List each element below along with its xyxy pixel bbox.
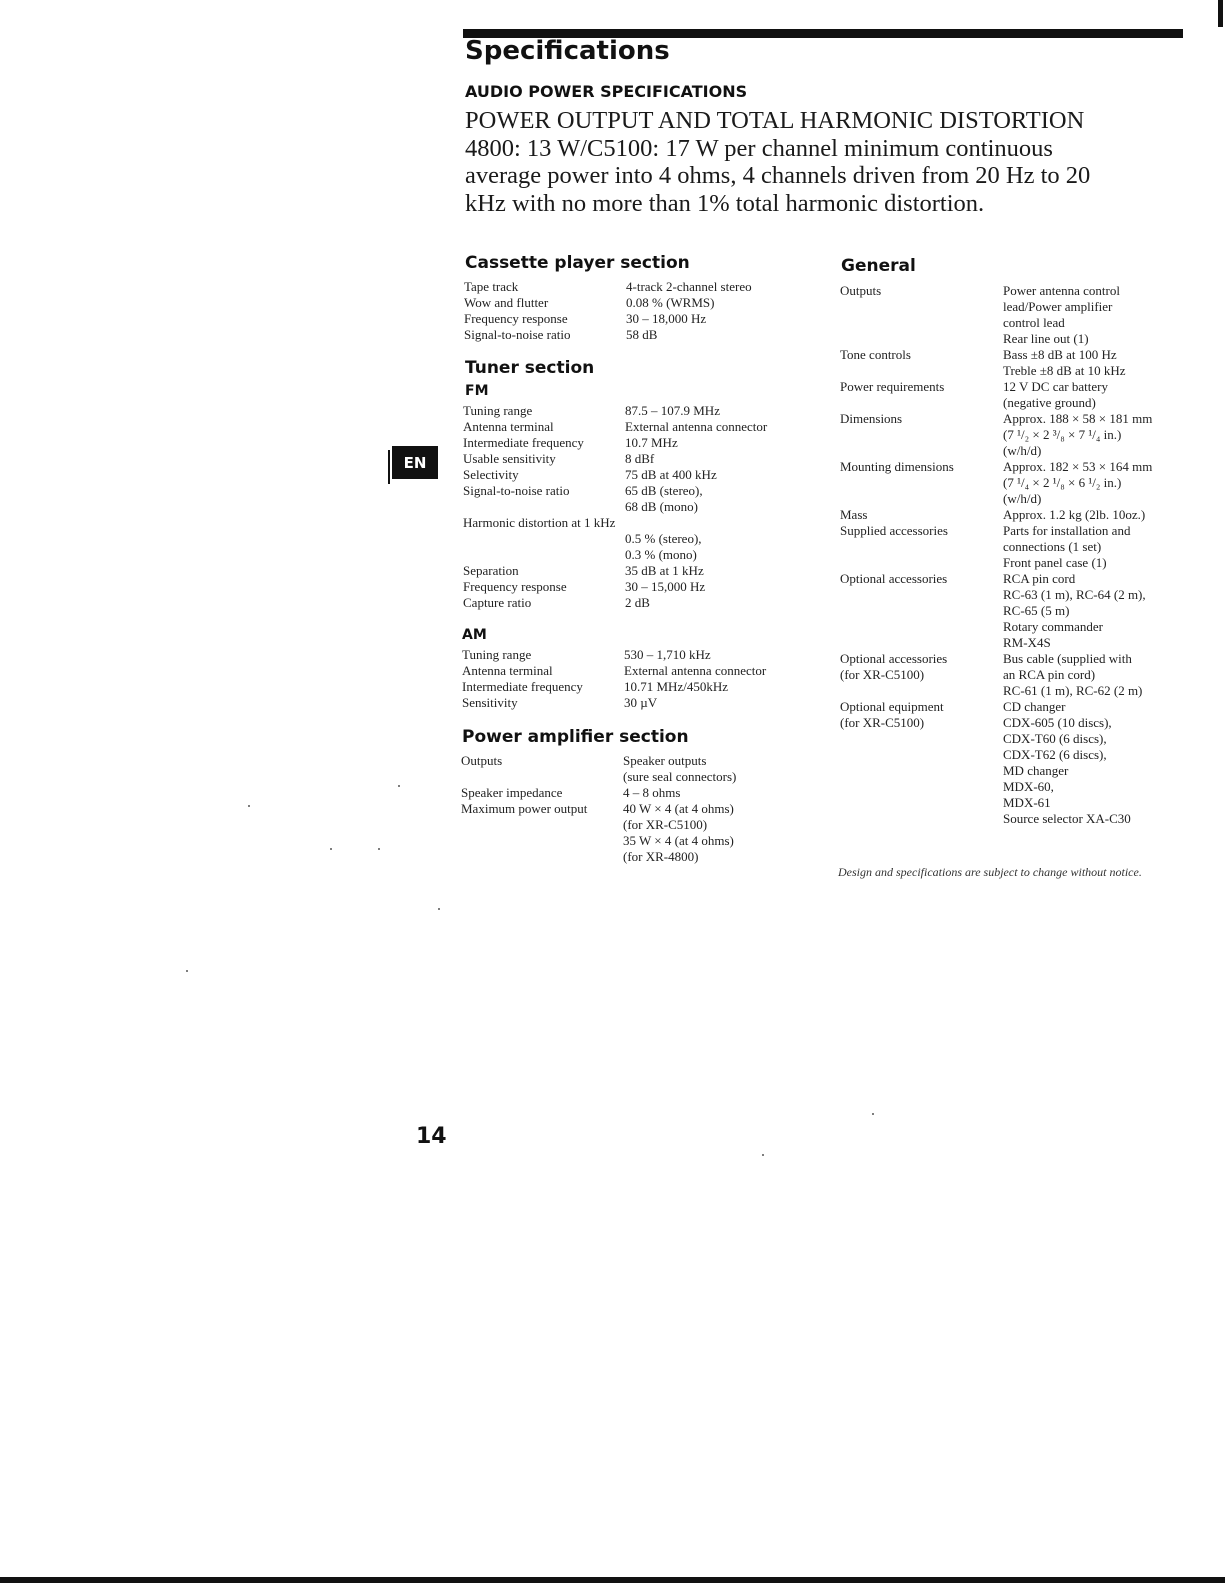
spec-label: Supplied accessories [840, 523, 948, 538]
spec-label: Outputs [461, 753, 503, 768]
spec-value: 65 dB (stereo), [625, 483, 703, 498]
spec-label: Dimensions [840, 411, 903, 426]
scan-speck [762, 1154, 764, 1156]
spec-value: 35 W × 4 (at 4 ohms) [623, 833, 734, 848]
spec-value: Rotary commander [1003, 619, 1103, 634]
spec-value: 30 µV [624, 695, 658, 710]
spec-label: Tuning range [463, 403, 533, 418]
spec-value: MDX-60, [1003, 779, 1054, 794]
spec-value: 4 – 8 ohms [623, 785, 681, 800]
spec-value: 0.5 % (stereo), [625, 531, 702, 546]
spec-value: RC-63 (1 m), RC-64 (2 m), [1003, 587, 1146, 602]
spec-label: Mounting dimensions [840, 459, 954, 474]
spec-value: RC-65 (5 m) [1003, 603, 1070, 618]
scan-speck [872, 1113, 874, 1115]
spec-value: (for XR-4800) [623, 849, 699, 864]
scan-speck [378, 848, 380, 850]
spec-label: Optional equipment [840, 699, 944, 714]
spec-value: 68 dB (mono) [625, 499, 698, 514]
page-title: Specifications [465, 36, 670, 66]
spec-value: 30 – 18,000 Hz [626, 311, 707, 326]
spec-value: Bus cable (supplied with [1003, 651, 1132, 666]
spec-value: 530 – 1,710 kHz [624, 647, 711, 662]
spec-value: CD changer [1003, 699, 1066, 714]
spec-value: 12 V DC car battery [1003, 379, 1108, 394]
spec-value: an RCA pin cord) [1003, 667, 1096, 682]
spec-label: Power requirements [840, 379, 945, 394]
am-subsection-title: AM [462, 627, 487, 643]
spec-label: Maximum power output [461, 801, 588, 816]
spec-label: Intermediate frequency [462, 679, 583, 694]
spec-value: 10.71 MHz/450kHz [624, 679, 728, 694]
spec-value: (for XR-C5100) [623, 817, 708, 832]
statement-line: average power into 4 ohms, 4 channels driven from 20 Hz to 20 [465, 162, 1091, 189]
audio-power-heading: AUDIO POWER SPECIFICATIONS [465, 82, 748, 101]
spec-value: (7 ¹/₄ × 2 ¹/₈ × 6 ¹/₂ in.) [1003, 475, 1122, 490]
spec-label: Selectivity [463, 467, 519, 482]
scan-speck [398, 785, 400, 787]
spec-label: Signal-to-noise ratio [464, 327, 571, 342]
spec-label: Harmonic distortion at 1 kHz [463, 515, 616, 530]
spec-label: Optional accessories [840, 571, 948, 586]
spec-value: Treble ±8 dB at 10 kHz [1003, 363, 1126, 378]
spec-label: Signal-to-noise ratio [463, 483, 570, 498]
spec-label: Mass [840, 507, 868, 522]
spec-value: 30 – 15,000 Hz [625, 579, 706, 594]
page-number: 14 [416, 1124, 447, 1149]
spec-value: (sure seal connectors) [623, 769, 737, 784]
spec-label: Antenna terminal [462, 663, 553, 678]
spec-value: 35 dB at 1 kHz [625, 563, 704, 578]
audio-power-statement [465, 107, 1185, 217]
scan-speck [438, 908, 440, 910]
spec-value: 2 dB [625, 595, 650, 610]
spec-label: Outputs [840, 283, 882, 298]
spec-label: Frequency response [463, 579, 567, 594]
general-section-title: General [841, 256, 916, 276]
spec-label: Sensitivity [462, 695, 518, 710]
spec-value: Power antenna control [1003, 283, 1120, 298]
fm-subsection-title: FM [465, 383, 489, 399]
statement-line: kHz with no more than 1% total harmonic distortion. [465, 189, 985, 217]
disclaimer-note: Design and specifications are subject to change without notice. [838, 865, 1142, 879]
spec-value: Approx. 1.2 kg (2lb. 10oz.) [1003, 507, 1146, 522]
tuner-section-title: Tuner section [465, 358, 595, 378]
spec-value: Source selector XA-C30 [1003, 811, 1131, 826]
scan-speck [330, 848, 332, 850]
spec-value: (w/h/d) [1003, 491, 1042, 506]
spec-value: RC-61 (1 m), RC-62 (2 m) [1003, 683, 1143, 698]
spec-value: Rear line out (1) [1003, 331, 1089, 346]
spec-label: Speaker impedance [461, 785, 563, 800]
bottom-rule [0, 1577, 1225, 1583]
spec-value: MD changer [1003, 763, 1069, 778]
spec-value: 4-track 2-channel stereo [626, 279, 752, 294]
spec-label: Separation [463, 563, 519, 578]
spec-value: (negative ground) [1003, 395, 1096, 410]
spec-value: Parts for installation and [1003, 523, 1131, 538]
statement-line: POWER OUTPUT AND TOTAL HARMONIC DISTORTION [465, 107, 1085, 134]
spec-label: Tuning range [462, 647, 532, 662]
spec-label: Optional accessories [840, 651, 948, 666]
spec-label: Tone controls [840, 347, 911, 362]
spec-value: CDX-605 (10 discs), [1003, 715, 1112, 730]
spec-value: 0.08 % (WRMS) [626, 295, 715, 310]
spec-value: 40 W × 4 (at 4 ohms) [623, 801, 734, 816]
spec-value: RM-X4S [1003, 635, 1051, 650]
statement-line: 4800: 13 W/C5100: 17 W per channel minimum continuous [465, 134, 1053, 162]
spec-label: Intermediate frequency [463, 435, 584, 450]
spec-value: Approx. 188 × 58 × 181 mm [1003, 411, 1153, 426]
spec-value: CDX-T60 (6 discs), [1003, 731, 1107, 746]
scan-speck [186, 970, 188, 972]
cassette-section-title: Cassette player section [465, 253, 690, 273]
spec-value: External antenna connector [624, 663, 767, 678]
spec-label: Antenna terminal [463, 419, 554, 434]
spec-value: CDX-T62 (6 discs), [1003, 747, 1107, 762]
spec-label: Tape track [464, 279, 519, 294]
spec-value: Approx. 182 × 53 × 164 mm [1003, 459, 1153, 474]
spec-value: Speaker outputs [623, 753, 707, 768]
spec-label: Wow and flutter [464, 295, 549, 310]
spec-label: (for XR-C5100) [840, 667, 925, 682]
spec-value: lead/Power amplifier [1003, 299, 1113, 314]
spec-label: Frequency response [464, 311, 568, 326]
edge-mark [1218, 0, 1223, 27]
spec-value: MDX-61 [1003, 795, 1051, 810]
spec-value: 87.5 – 107.9 MHz [625, 403, 720, 418]
scan-speck [248, 805, 250, 807]
spec-label: Capture ratio [463, 595, 532, 610]
spec-value: 10.7 MHz [625, 435, 678, 450]
spec-value: RCA pin cord [1003, 571, 1076, 586]
spec-value: control lead [1003, 315, 1065, 330]
spec-value: 8 dBf [625, 451, 655, 466]
spec-value: External antenna connector [625, 419, 768, 434]
spec-value: 58 dB [626, 327, 658, 342]
language-tab: EN [392, 446, 438, 479]
spec-label: (for XR-C5100) [840, 715, 925, 730]
spec-value: (w/h/d) [1003, 443, 1042, 458]
spec-value: 75 dB at 400 kHz [625, 467, 717, 482]
power-amp-section-title: Power amplifier section [462, 727, 689, 747]
spec-value: 0.3 % (mono) [625, 547, 697, 562]
spec-value: Bass ±8 dB at 100 Hz [1003, 347, 1117, 362]
spec-value: (7 ¹/₂ × 2 ³/₈ × 7 ¹/₄ in.) [1003, 427, 1122, 442]
spec-value: Front panel case (1) [1003, 555, 1107, 570]
spec-label: Usable sensitivity [463, 451, 556, 466]
spec-value: connections (1 set) [1003, 539, 1102, 554]
